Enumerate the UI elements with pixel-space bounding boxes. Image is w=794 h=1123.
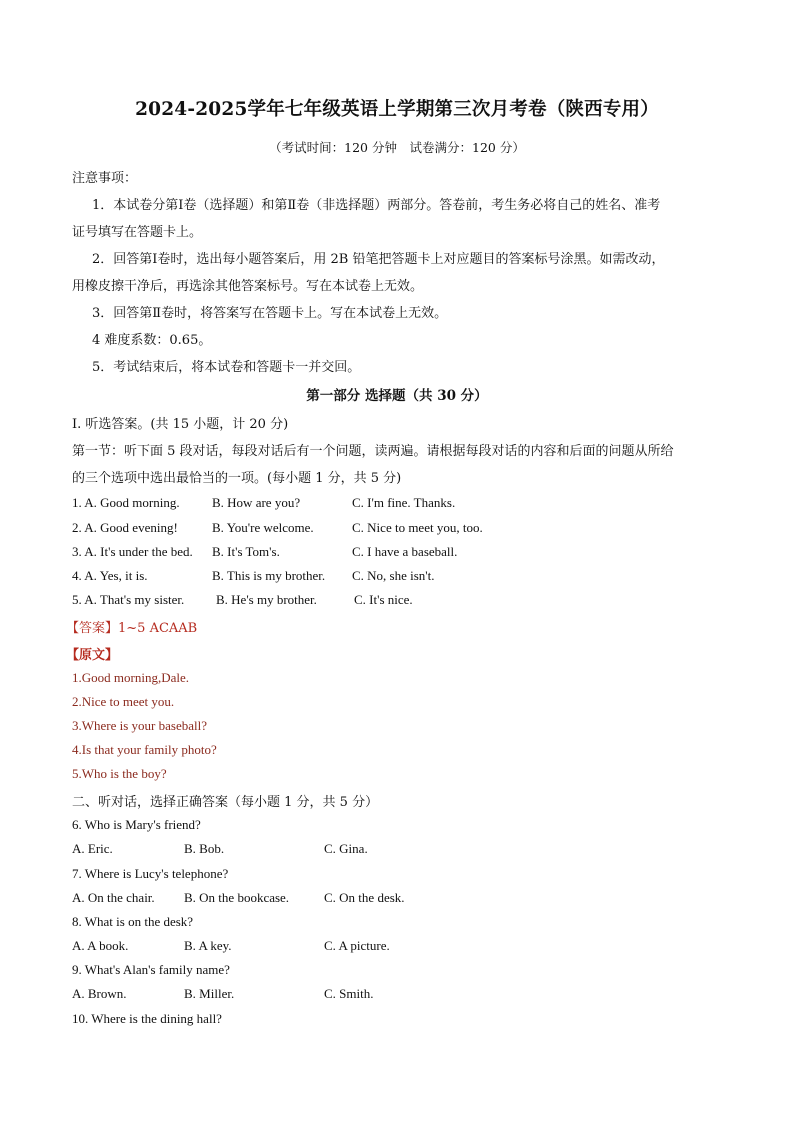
script-line: 3.Where is your baseball?	[72, 718, 208, 733]
question-stem: 9. What's Alan's family name?	[72, 962, 230, 977]
page-title: 2024-2025学年七年级英语上学期第三次月考卷（陕西专用）	[135, 99, 659, 120]
answer-key: 【答案】1~5 ACAAB	[66, 621, 198, 636]
notice-item: 3．回答第Ⅱ卷时，将答案写在答题卡上。写在本试卷上无效。	[92, 306, 448, 321]
question-stem: 6. Who is Mary's friend?	[72, 817, 201, 832]
option-a: A. Eric.	[72, 841, 113, 856]
option-c: C. Gina.	[324, 841, 368, 856]
option-c: C. It's nice.	[354, 592, 413, 607]
option-b: B. This is my brother.	[212, 568, 326, 583]
question-stem: 8. What is on the desk?	[72, 914, 194, 929]
script-line: 2.Nice to meet you.	[72, 694, 175, 709]
option-c: C. Nice to meet you, too.	[352, 520, 483, 535]
script-line: 1.Good morning,Dale.	[72, 670, 189, 685]
option-b: B. He's my brother.	[216, 592, 317, 607]
option-a: A. A book.	[72, 938, 129, 953]
option-a: A. On the chair.	[72, 890, 155, 905]
option-b: B. Miller.	[184, 986, 235, 1001]
option-a: 1. A. Good morning.	[72, 495, 180, 510]
option-c: C. No, she isn't.	[352, 568, 435, 583]
notice-item: 4 难度系数：0.65。	[92, 333, 212, 348]
notice-item: 5．考试结束后，将本试卷和答题卡一并交回。	[92, 360, 361, 375]
section-instruction: 的三个选项中选出最恰当的一项。(每小题 1 分，共 5 分)	[72, 471, 402, 486]
notice-item: 用橡皮擦干净后，再选涂其他答案标号。写在本试卷上无效。	[72, 279, 424, 294]
notice-item: 2．回答第Ⅰ卷时，选出每小题答案后，用 2B 铅笔把答题卡上对应题目的答案标号涂黑。如需改动，	[92, 252, 665, 267]
script-line: 5.Who is the boy?	[72, 766, 167, 781]
option-c: C. I have a baseball.	[352, 544, 458, 559]
option-b: B. How are you?	[212, 495, 301, 510]
section-heading: I. 听选答案。(共 15 小题，计 20 分)	[72, 417, 289, 432]
part-one-heading: 第一部分 选择题（共 30 分）	[306, 388, 488, 404]
question-stem: 10. Where is the dining hall?	[72, 1011, 222, 1026]
option-b: B. Bob.	[184, 841, 225, 856]
option-a: A. Brown.	[72, 986, 127, 1001]
option-b: B. You're welcome.	[212, 520, 314, 535]
option-a: 4. A. Yes, it is.	[72, 568, 148, 583]
option-a: 3. A. It's under the bed.	[72, 544, 193, 559]
script-heading: 【原文】	[66, 648, 119, 663]
option-c: C. I'm fine. Thanks.	[352, 495, 456, 510]
option-c: C. A picture.	[324, 938, 390, 953]
option-c: C. On the desk.	[324, 890, 405, 905]
option-c: C. Smith.	[324, 986, 374, 1001]
option-b: B. It's Tom's.	[212, 544, 280, 559]
script-line: 4.Is that your family photo?	[72, 742, 217, 757]
notice-item: 证号填写在答题卡上。	[72, 225, 203, 240]
section-instruction: 第一节：听下面 5 段对话，每段对话后有一个问题，读两遍。请根据每段对话的内容和后面的问题从所给	[72, 444, 674, 459]
option-a: 2. A. Good evening!	[72, 520, 178, 535]
option-b: B. A key.	[184, 938, 232, 953]
notice-item: 1．本试卷分第Ⅰ卷（选择题）和第Ⅱ卷（非选择题）两部分。答卷前，考生务必将自己的姓名、准考	[92, 198, 661, 213]
question-stem: 7. Where is Lucy's telephone?	[72, 866, 229, 881]
option-a: 5. A. That's my sister.	[72, 592, 185, 607]
exam-info: （考试时间：120 分钟 试卷满分：120 分）	[269, 140, 525, 155]
option-b: B. On the bookcase.	[184, 890, 290, 905]
section-heading: 二、听对话，选择正确答案（每小题 1 分，共 5 分）	[72, 795, 379, 810]
notice-heading: 注意事项：	[72, 171, 138, 186]
